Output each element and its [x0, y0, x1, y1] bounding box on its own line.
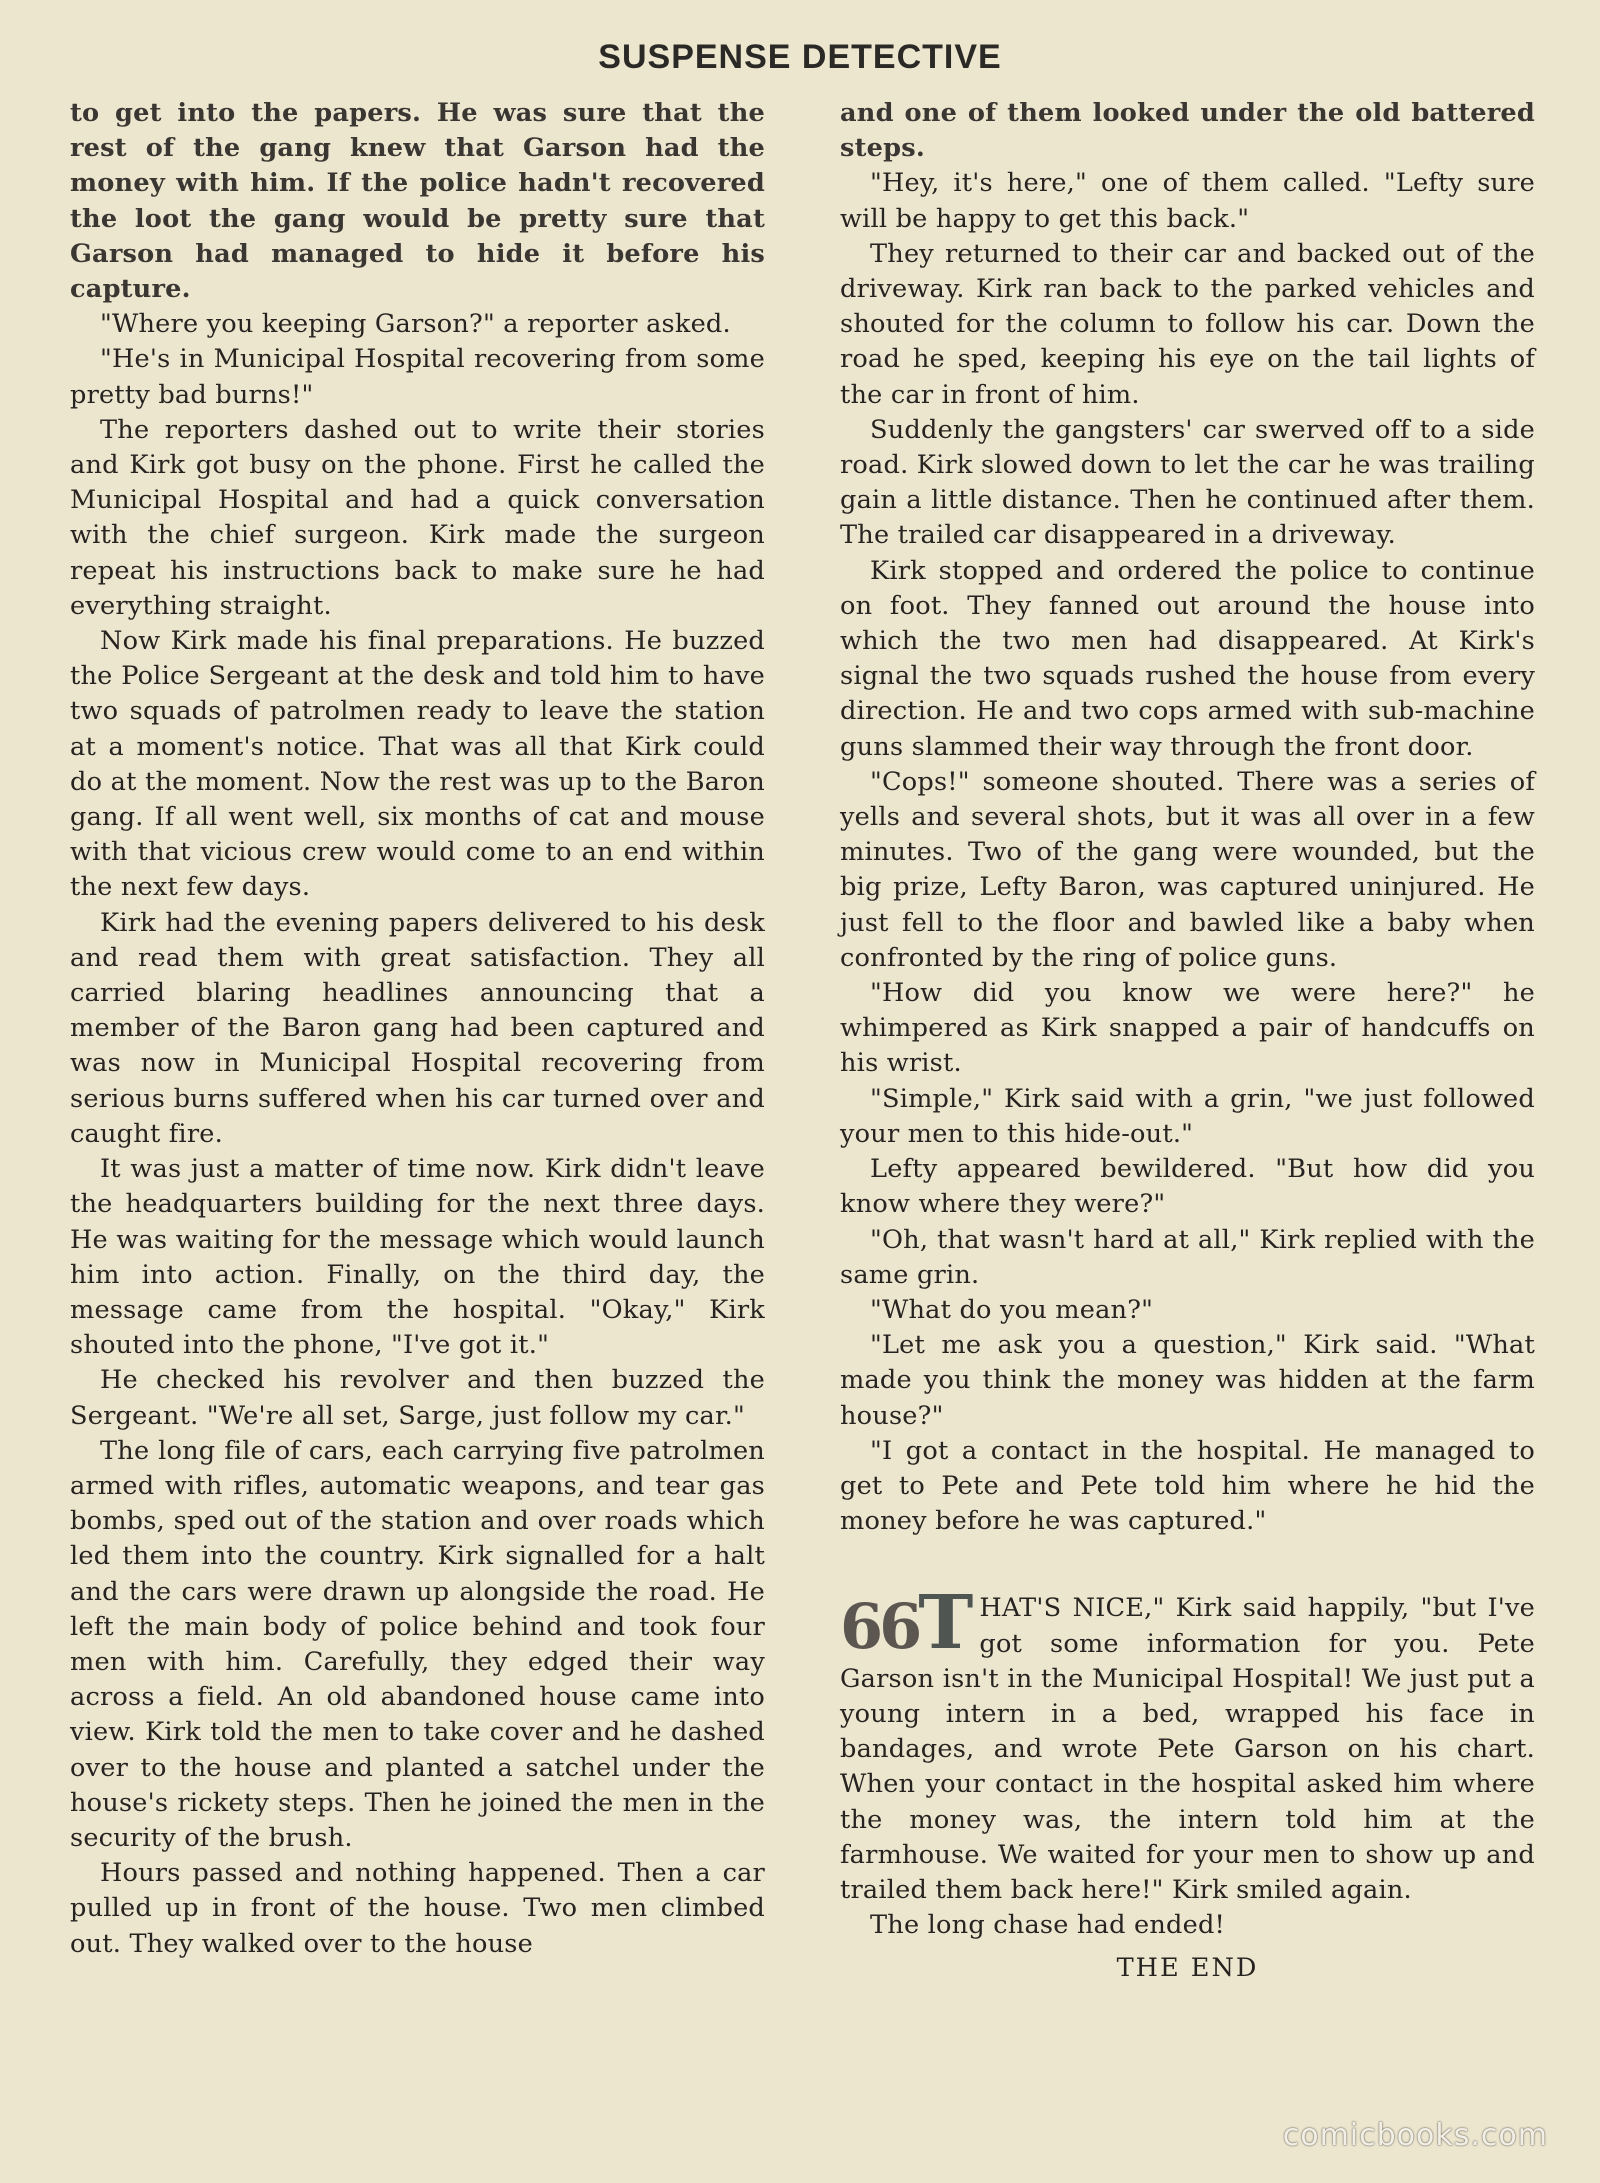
paragraph: Lefty appeared bewildered. "But how did you know where they were?" [840, 1154, 1535, 1220]
dropcap-paragraph [840, 1580, 1535, 1908]
dropcap-quote: 66 [840, 1590, 919, 1664]
paragraph: They returned to their car and backed out of the driveway. Kirk ran back to the parked vehicles and shouted for the column to follow his car. Down the road he sped, keeping his eye on the tail lights of the car in front of him. [840, 238, 1535, 410]
paragraph: "Where you keeping Garson?" a reporter asked. [100, 309, 731, 340]
paragraph: Kirk had the evening papers delivered to his desk and read them with great satisfaction. They all carried blaring headlines announcing that a member of the Baron gang had been captured and was now in Municipal Hospital recovering from serious burns suffered when his car turned over and caught fire. [70, 907, 765, 1149]
paragraph: and one of them looked under the old battered steps. [840, 98, 1535, 164]
left-column [70, 96, 765, 2146]
watermark-credit: comicbooks.com [1282, 2118, 1548, 2153]
paragraph: "He's in Municipal Hospital recovering from some pretty bad burns!" [70, 344, 765, 410]
paragraph: "How did you know we were here?" he whimpered as Kirk snapped a pair of handcuffs on his wrist. [840, 978, 1535, 1079]
paragraph: Now Kirk made his final preparations. He buzzed the Police Sergeant at the desk and told him to have two squads of patrolmen ready to leave the station at a moment's notice. That was all that Kirk could do at the moment. Now the rest was up to the Baron gang. If all went well, six months of cat and mouse with that vicious crew would come to an end within the next few days. [70, 626, 765, 903]
paragraph: "What do you mean?" [870, 1294, 1154, 1325]
paragraph: The long chase had ended! [870, 1910, 1226, 1941]
paragraph: "Cops!" someone shouted. There was a series of yells and several shots, but it was all over in a few minutes. Two of the gang were wounded, but the big prize, Lefty Baron, was captured uninjured. He just fell to the floor and bawled like a baby when confronted by the ring of police guns. [840, 766, 1535, 973]
paragraph: Kirk stopped and ordered the police to continue on foot. They fanned out around the house into which the two men had disappeared. At Kirk's signal the two squads rushed the house from every direction. He and two cops armed with sub-machine guns slammed their way through the front door. [840, 555, 1535, 762]
paragraph: Suddenly the gangsters' car swerved off to a side road. Kirk slowed down to let the car he was trailing gain a little distance. Then he continued after them. The trailed car disappeared in a driveway. [840, 414, 1535, 551]
dropcap-text: HAT'S NICE," Kirk said happily, "but I've got some information for you. Pete Garson isn't in the Municipal Hospital! We just put a young intern in a bed, wrapped his face in bandages, and wrote Pete Garson on his chart. When your contact in the hospital asked him where the money was, the intern told him at the farmhouse. We waited for your men to show up and trailed them back here!" Kirk smiled again. [840, 1593, 1535, 1905]
paragraph: The long file of cars, each carrying five patrolmen armed with rifles, automatic weapons, and tear gas bombs, sped out of the station and over roads which led them into the country. Kirk signalled for a halt and the cars were drawn up alongside the road. He left the main body of police behind and took four men with him. Carefully, they edged their way across a field. An old abandoned house came into view. Kirk told the men to take cover and he dashed over to the house and planted a satchel under the house's rickety steps. Then he joined the men in the security of the brush. [70, 1435, 765, 1853]
paragraph: "Let me ask you a question," Kirk said. "What made you think the money was hidden at the farm house?" [840, 1330, 1535, 1431]
dropcap-letter: T [918, 1580, 974, 1667]
paragraph: He checked his revolver and then buzzed the Sergeant. "We're all set, Sarge, just follow my car." [70, 1365, 765, 1431]
the-end-label: THE END [1116, 1953, 1259, 1984]
paragraph: "Hey, it's here," one of them called. "Lefty sure will be happy to get this back." [840, 168, 1535, 234]
dropcap [840, 1580, 974, 1667]
paragraph: Hours passed and nothing happened. Then a car pulled up in front of the house. Two men climbed out. They walked over to the house [70, 1858, 765, 1959]
right-column [840, 96, 1535, 2146]
paragraph: It was just a matter of time now. Kirk didn't leave the headquarters building for the next three days. He was waiting for the message which would launch him into action. Finally, on the third day, the message came from the hospital. "Okay," Kirk shouted into the phone, "I've got it." [70, 1154, 765, 1361]
paragraph: The reporters dashed out to write their stories and Kirk got busy on the phone. First he called the Municipal Hospital and had a quick conversation with the chief surgeon. Kirk made the surgeon repeat his instructions back to make sure he had everything straight. [70, 414, 765, 621]
page-header: SUSPENSE DETECTIVE [598, 38, 1002, 76]
paragraph: "I got a contact in the hospital. He managed to get to Pete and Pete told him where he hid the money before he was captured." [840, 1435, 1535, 1537]
paragraph: "Simple," Kirk said with a grin, "we just followed your men to this hide-out." [840, 1083, 1535, 1149]
paragraph: to get into the papers. He was sure that the rest of the gang knew that Garson had the money with him. If the police hadn't recovered the loot the gang would be pretty sure that Garson had managed to hide it before his capture. [70, 98, 765, 305]
paragraph: "Oh, that wasn't hard at all," Kirk replied with the same grin. [840, 1224, 1535, 1290]
